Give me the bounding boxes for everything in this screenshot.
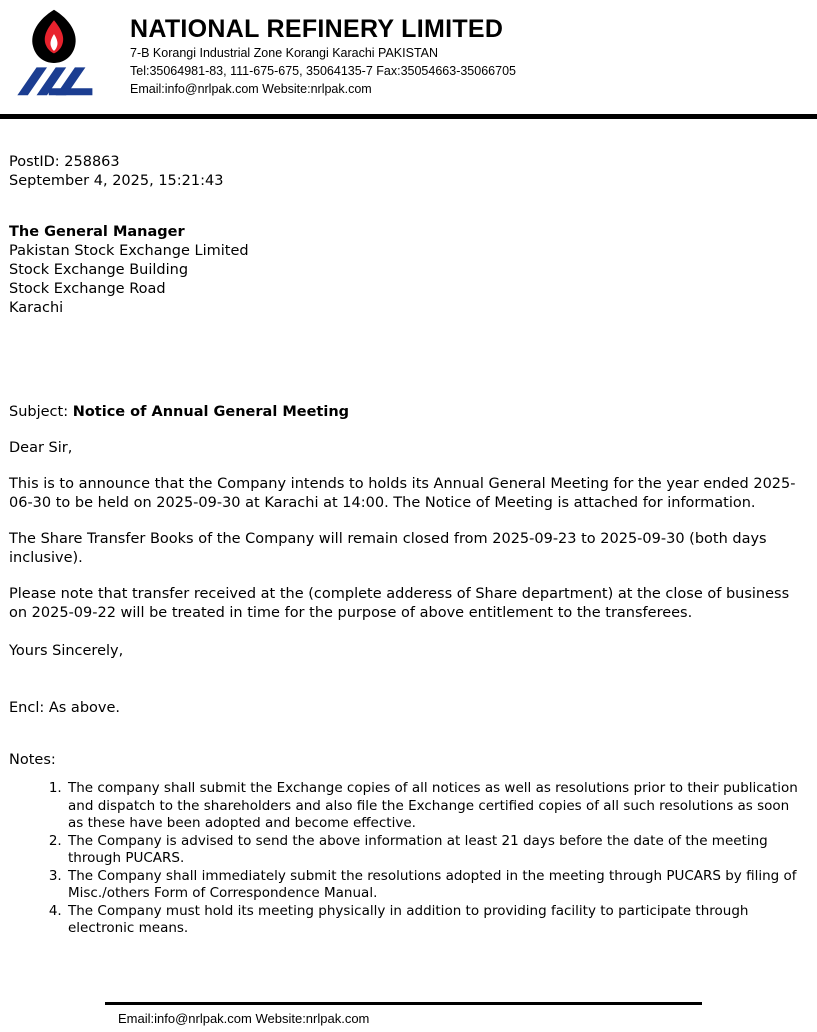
company-phone-fax: Tel:35064981-83, 111-675-675, 35064135-7 Fax:35054663-35066705 — [130, 64, 516, 78]
post-id: PostID: 258863 — [9, 154, 120, 170]
recipient-title: The General Manager — [9, 224, 185, 240]
paragraph-book-closure: The Share Transfer Books of the Company will remain closed from 2025-09-23 to 2025-09-30 (both days inclusive). — [9, 531, 767, 566]
notes-list — [9, 780, 799, 938]
note-item: 1. The company shall submit the Exchange copies of all notices as well as resolutions prior to their publication and dispatch to the shareholders and also file the Exchange certified copies of all such resolutions as soon as these have been adopted and become effective. — [66, 780, 799, 833]
paragraph-transfer-note: Please note that transfer received at the (complete adderess of Share department) at the close of business on 2025-09-22 will be treated in time for the purpose of above entitlement to the transferees. — [9, 586, 790, 621]
notes-heading: Notes: — [9, 752, 56, 768]
paragraph-announcement: This is to announce that the Company intends to holds its Annual General Meeting for the year ended 2025-06-30 to be held on 2025-09-30 at Karachi at 14:00. The Notice of Meeting is attached for information. — [9, 476, 796, 511]
timestamp: September 4, 2025, 15:21:43 — [9, 173, 224, 189]
header-divider — [0, 114, 817, 119]
recipient-line: Pakistan Stock Exchange Limited — [9, 243, 249, 259]
company-email-website: Email:info@nrlpak.com Website:nrlpak.com — [130, 82, 372, 96]
letter-footer — [0, 1002, 817, 1026]
note-item: 4. The Company must hold its meeting physically in addition to providing facility to participate through electronic means. — [66, 903, 799, 938]
recipient-line: Stock Exchange Building — [9, 262, 189, 278]
note-item: 3. The Company shall immediately submit the resolutions adopted in the meeting through PUCARS by filing of Misc./others Form of Correspondence Manual. — [66, 868, 799, 903]
company-address: 7-B Korangi Industrial Zone Korangi Karachi PAKISTAN — [130, 46, 439, 60]
nrl-logo-mark — [10, 8, 98, 104]
letter-body — [0, 153, 817, 938]
salutation: Dear Sir, — [9, 440, 73, 456]
subject-value: Notice of Annual General Meeting — [72, 404, 350, 420]
company-logo — [10, 8, 98, 104]
letterhead-text — [130, 8, 516, 98]
subject-line — [9, 403, 799, 422]
footer-contact: Email:info@nrlpak.com Website:nrlpak.com — [118, 1011, 370, 1026]
recipient-line: Karachi — [9, 300, 64, 316]
note-item: 2. The Company is advised to send the above information at least 21 days before the date of the meeting through PUCARS. — [66, 833, 799, 868]
recipient-line: Stock Exchange Road — [9, 281, 166, 297]
company-name: NATIONAL REFINERY LIMITED — [130, 15, 504, 43]
letterhead — [0, 0, 817, 104]
closing: Yours Sincerely, — [9, 643, 124, 659]
enclosure: Encl: As above. — [9, 700, 121, 716]
recipient-block — [9, 223, 799, 318]
meta-block — [9, 153, 799, 191]
subject-label: Subject: — [9, 404, 73, 420]
footer-divider — [105, 1002, 702, 1005]
